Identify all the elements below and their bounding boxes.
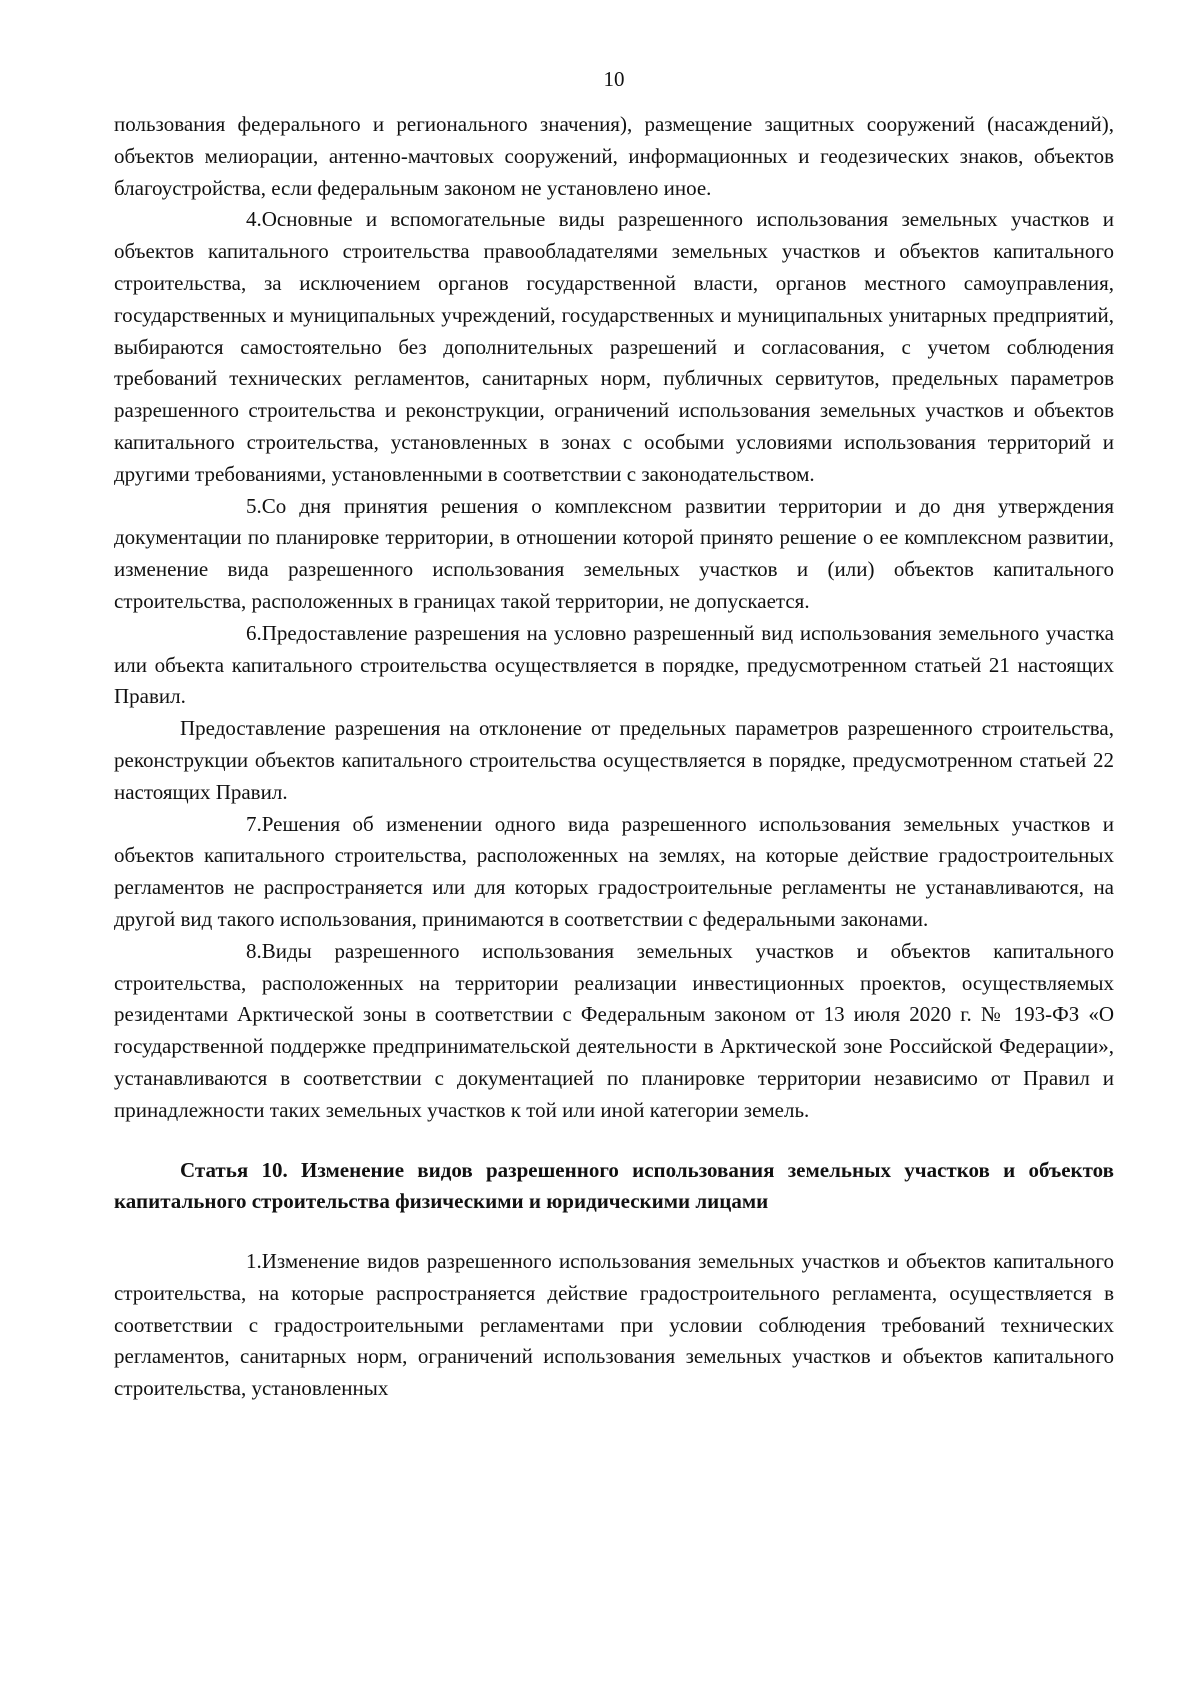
- item-number: 6.: [246, 620, 262, 645]
- paragraph-item-7: [114, 809, 1114, 936]
- paragraph-item-8: [114, 936, 1114, 1127]
- paragraph-text: Предоставление разрешения на условно разрешенный вид использования земельного участка или объекта капитального строительства осуществляется в порядке, предусмотренном статьей 21 настоящих Правил.: [114, 620, 1114, 709]
- page-number: 10: [603, 67, 625, 91]
- paragraph-item-4: [114, 204, 1114, 490]
- paragraph-text: Решения об изменении одного вида разрешенного использования земельных участков и объектов капитального строительства, расположенных на землях, на которые действие градостроительных регламентов не распространяется или для которых градостроительные регламенты не устанавливаются, на другой вид такого использования, принимаются в соответствии с федеральными законами.: [114, 811, 1114, 931]
- paragraph-text: Виды разрешенного использования земельных участков и объектов капитального строительства, расположенных на территории реализации инвестиционных проектов, осуществляемых резидентами Арктической зоны в соответствии с Федеральным законом от 13 июля 2020 г. № 193-ФЗ «О государственной поддержке предпринимательской деятельности в Арктической зоне Российской Федерации», устанавливаются в соответствии с документацией по планировке территории независимо от Правил и принадлежности таких земельных участков к той или иной категории земель.: [114, 938, 1114, 1122]
- paragraph-text: пользования федерального и регионального значения), размещение защитных сооружений (насаждений), объектов мелиорации, антенно-мачтовых сооружений, информационных и геодезических знаков, объектов благоустройства, если федеральным законом не установлено иное.: [114, 112, 1114, 200]
- paragraph-item-6-continued: [114, 713, 1114, 808]
- paragraph-item-6: [114, 618, 1114, 713]
- item-number: 8.: [246, 938, 262, 963]
- paragraph-continuation: [114, 109, 1114, 204]
- paragraph-text: Изменение видов разрешенного использования земельных участков и объектов капитального строительства, на которые распространяется действие градостроительного регламента, осуществляется в соответствии с градостроительными регламентами при условии соблюдения требований технических регламентов, санитарных норм, ограничений использования земельных участков и объектов капитального строительства, установленных: [114, 1249, 1114, 1401]
- item-number: 1.: [246, 1249, 262, 1274]
- article-10-heading: Статья 10. Изменение видов разрешенного использования земельных участков и объектов капитального строительства физическими и юридическими лицами: [114, 1157, 1114, 1214]
- paragraph-item-5: [114, 491, 1114, 618]
- paragraph-art10-item-1: [114, 1246, 1114, 1405]
- paragraph-text: Предоставление разрешения на отклонение от предельных параметров разрешенного строительства, реконструкции объектов капитального строительства осуществляется в порядке, предусмотренном статьей 22 настоящих Правил.: [114, 716, 1114, 804]
- item-number: 4.: [246, 207, 262, 232]
- paragraph-text: Со дня принятия решения о комплексном развитии территории и до дня утверждения документации по планировке территории, в отношении которой принято решение о ее комплексном развитии, изменение вида разрешенного использования земельных участков и (или) объектов капитального строительства, расположенных в границах такой территории, не допускается.: [114, 493, 1114, 613]
- item-number: 5.: [246, 493, 262, 518]
- item-number: 7.: [246, 811, 262, 836]
- paragraph-text: Основные и вспомогательные виды разрешенного использования земельных участков и объектов капитального строительства правообладателями земельных участков и объектов капитального строительства, за исключением органов государственной власти, органов местного самоуправления, государственных и муниципальных учреждений, государственных и муниципальных унитарных предприятий, выбираются самостоятельно без дополнительных разрешений и согласования, с учетом соблюдения требований технических регламентов, санитарных норм, публичных сервитутов, предельных параметров разрешенного строительства и реконструкции, ограничений использования земельных участков и объектов капитального строительства, установленных в зонах с особыми условиями использования территорий и другими требованиями, установленными в соответствии с законодательством.: [114, 207, 1114, 486]
